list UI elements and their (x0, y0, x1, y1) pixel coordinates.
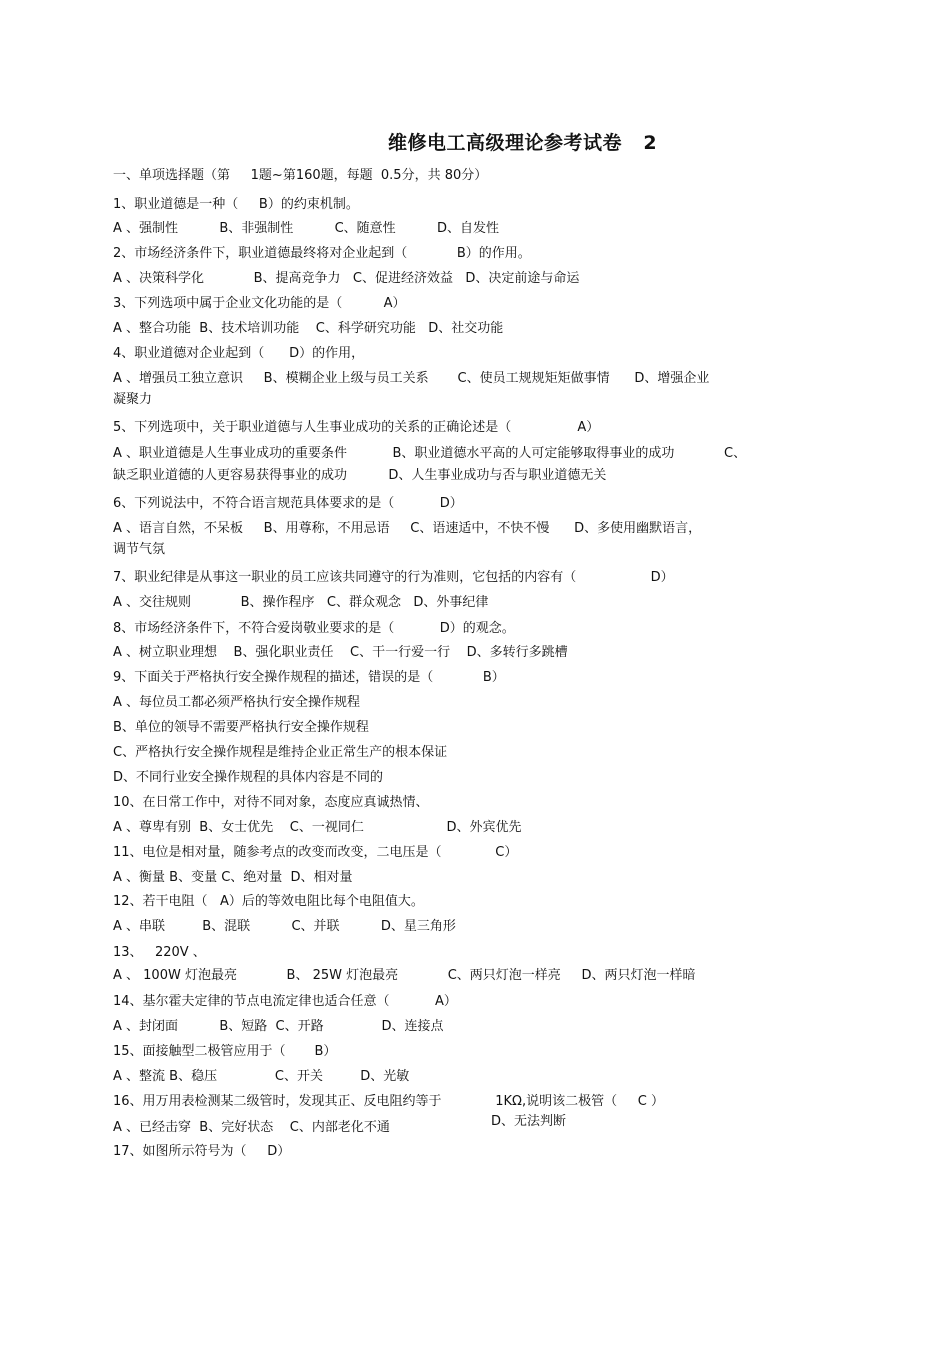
option-9c: C、严格执行安全操作规程是维持企业正常生产的根本保证 (113, 745, 448, 760)
options-12: A 、串联 B、混联 C、并联 D、星三角形 (113, 919, 456, 934)
section-heading: 一、单项选择题（第 1题~第160题，每题 0.5分，共 80分） (113, 168, 488, 183)
question-12: 12、若干电阻（ A）后的等效电阻比每个电阻值大。 (113, 894, 424, 909)
option-9b: B、单位的领导不需要严格执行安全操作规程 (113, 720, 369, 735)
options-7: A 、交往规则 B、操作程序 C、群众观念 D、外事纪律 (113, 595, 489, 610)
question-7: 7、职业纪律是从事这一职业的员工应该共同遵守的行为准则，它包括的内容有（ D） (113, 570, 674, 585)
options-14: A 、封闭面 B、短路 C、开路 D、连接点 (113, 1019, 444, 1034)
options-13: A 、 100W 灯泡最亮 B、 25W 灯泡最亮 C、两只灯泡一样亮 D、两只灯泡一样暗 (113, 968, 696, 983)
options-15: A 、整流 B、稳压 C、开关 D、光敏 (113, 1069, 410, 1084)
question-4: 4、职业道德对企业起到（ D）的作用， (113, 346, 365, 361)
options-4-cont: 凝聚力 (113, 392, 153, 407)
page-title: 维修电工高级理论参考试卷 2 (388, 132, 658, 154)
question-5: 5、下列选项中，关于职业道德与人生事业成功的关系的正确论述是（ A） (113, 420, 600, 435)
question-15: 15、面接触型二极管应用于（ B） (113, 1044, 337, 1059)
options-5: A 、职业道德是人生事业成功的重要条件 B、职业道德水平高的人可定能够取得事业的成功 C、 (113, 446, 747, 461)
options-6: A 、语言自然，不呆板 B、用尊称，不用忌语 C、语速适中，不快不慢 D、多使用幽默语言， (113, 521, 702, 536)
options-3: A 、整合功能 B、技术培训功能 C、科学研究功能 D、社交功能 (113, 321, 504, 336)
question-10: 10、在日常工作中，对待不同对象，态度应真诚热情、 (113, 795, 429, 810)
question-11: 11、电位是相对量，随参考点的改变而改变，二电压是（ C） (113, 845, 518, 860)
question-9: 9、下面关于严格执行安全操作规程的描述，错误的是（ B） (113, 670, 505, 685)
question-3: 3、下列选项中属于企业文化功能的是（ A） (113, 296, 406, 311)
options-16: A 、已经击穿 B、完好状态 C、内部老化不通 (113, 1120, 390, 1135)
question-16: 16、用万用表检测某二级管时，发现其正、反电阻约等于 1KΩ,说明该二极管（ C ） (113, 1094, 664, 1109)
question-13: 13、 220V 、 (113, 945, 206, 960)
question-2: 2、市场经济条件下，职业道德最终将对企业起到（ B）的作用。 (113, 246, 531, 261)
option-9a: A 、每位员工都必须严格执行安全操作规程 (113, 695, 361, 710)
options-6-cont: 调节气氛 (113, 542, 166, 557)
options-16-d: D、无法判断 (491, 1114, 567, 1129)
option-9d: D、不同行业安全操作规程的具体内容是不同的 (113, 770, 384, 785)
question-6: 6、下列说法中，不符合语言规范具体要求的是（ D） (113, 496, 463, 511)
options-11: A 、衡量 B、变量 C、绝对量 D、相对量 (113, 870, 353, 885)
options-1: A 、强制性 B、非强制性 C、随意性 D、自发性 (113, 221, 500, 236)
question-1: 1、职业道德是一种（ B）的约束机制。 (113, 197, 359, 212)
question-17: 17、如图所示符号为（ D） (113, 1144, 291, 1159)
options-8: A 、树立职业理想 B、强化职业责任 C、干一行爱一行 D、多转行多跳槽 (113, 645, 568, 660)
question-14: 14、基尔霍夫定律的节点电流定律也适合任意（ A） (113, 994, 457, 1009)
options-4: A 、增强员工独立意识 B、模糊企业上级与员工关系 C、使员工规规矩矩做事情 D、增强企业 (113, 371, 710, 386)
options-5-cont: 缺乏职业道德的人更容易获得事业的成功 D、人生事业成功与否与职业道德无关 (113, 468, 607, 483)
question-8: 8、市场经济条件下，不符合爱岗敬业要求的是（ D）的观念。 (113, 621, 515, 636)
options-2: A 、决策科学化 B、提高竞争力 C、促进经济效益 D、决定前途与命运 (113, 271, 580, 286)
options-10: A 、尊卑有别 B、女士优先 C、一视同仁 D、外宾优先 (113, 820, 522, 835)
